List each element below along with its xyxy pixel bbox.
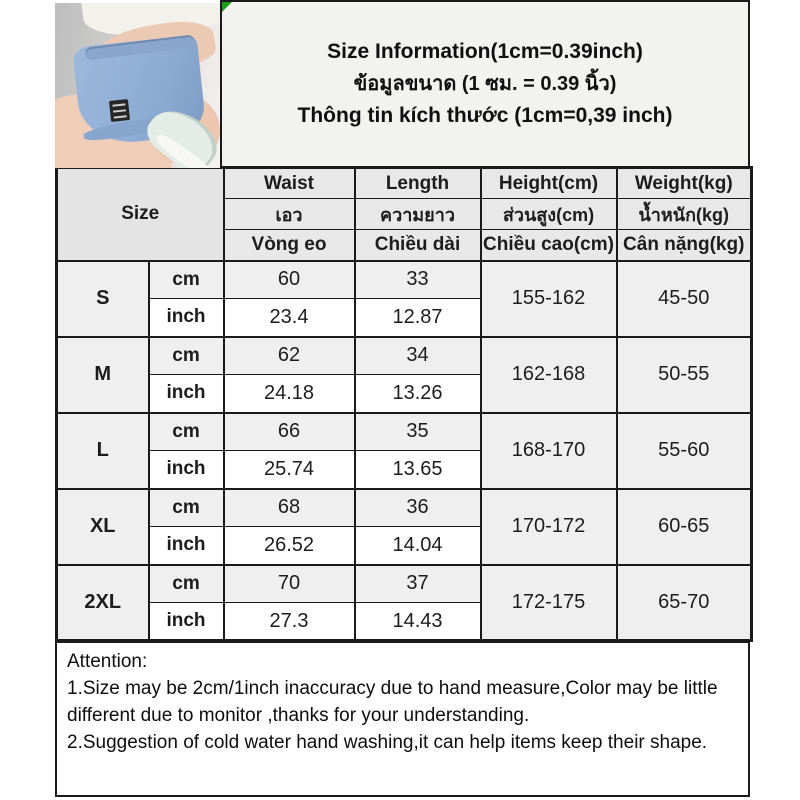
cell-m-waist-inch: 24.18: [224, 375, 355, 413]
size-label-xl: XL: [57, 489, 149, 565]
unit-label-inch: inch: [149, 527, 224, 565]
cell-m-waist-cm: 62: [224, 337, 355, 375]
cell-xl-height: 170-172: [481, 489, 617, 565]
table-row-l-cm: [57, 413, 752, 451]
table-row-2xl-cm: [57, 565, 752, 603]
product-photo: [55, 3, 220, 168]
col-header-waist-vi: Vòng eo: [224, 230, 355, 261]
size-label-2xl: 2XL: [57, 565, 149, 641]
cell-l-length-cm: 35: [355, 413, 481, 451]
size-label-s: S: [57, 261, 149, 337]
col-header-weight-vi: Cân nặng(kg): [617, 230, 752, 261]
title-thai: ข้อมูลขนาด (1 ซม. = 0.39 นิ้ว): [353, 72, 617, 95]
size-label-m: M: [57, 337, 149, 413]
attention-box: [55, 641, 750, 797]
cell-xl-length-cm: 36: [355, 489, 481, 527]
cell-l-height: 168-170: [481, 413, 617, 489]
unit-label-cm: cm: [149, 337, 224, 375]
cell-xl-waist-cm: 68: [224, 489, 355, 527]
unit-label-inch: inch: [149, 451, 224, 489]
cell-2xl-waist-inch: 27.3: [224, 603, 355, 641]
cell-xl-weight: 60-65: [617, 489, 752, 565]
cell-m-length-cm: 34: [355, 337, 481, 375]
cell-2xl-waist-cm: 70: [224, 565, 355, 603]
unit-label-inch: inch: [149, 603, 224, 641]
size-label-l: L: [57, 413, 149, 489]
cell-m-weight: 50-55: [617, 337, 752, 413]
col-header-height: Height(cm): [481, 168, 617, 199]
cell-xl-waist-inch: 26.52: [224, 527, 355, 565]
cell-2xl-length-cm: 37: [355, 565, 481, 603]
title-box: [220, 0, 750, 168]
unit-label-cm: cm: [149, 489, 224, 527]
cell-s-weight: 45-50: [617, 261, 752, 337]
cell-m-length-inch: 13.26: [355, 375, 481, 413]
cell-2xl-length-inch: 14.43: [355, 603, 481, 641]
unit-label-cm: cm: [149, 261, 224, 299]
size-table: [55, 166, 753, 642]
cell-s-waist-inch: 23.4: [224, 299, 355, 337]
photo-brand-label: [109, 99, 130, 122]
cell-l-waist-cm: 66: [224, 413, 355, 451]
header-row-english: [57, 168, 752, 199]
cell-s-length-inch: 12.87: [355, 299, 481, 337]
col-header-waist: Waist: [224, 168, 355, 199]
cell-2xl-height: 172-175: [481, 565, 617, 641]
cell-s-height: 155-162: [481, 261, 617, 337]
cell-s-length-cm: 33: [355, 261, 481, 299]
table-row-xl-cm: [57, 489, 752, 527]
cell-2xl-weight: 65-70: [617, 565, 752, 641]
col-header-height-vi: Chiều cao(cm): [481, 230, 617, 261]
attention-heading: Attention:: [67, 651, 148, 672]
cell-m-height: 162-168: [481, 337, 617, 413]
col-header-length-th: ความยาว: [355, 199, 481, 230]
attention-note-1: 1.Size may be 2cm/1inch inaccuracy due to hand measure,Color may be little different due to monitor ,thanks for your understanding.: [67, 677, 718, 726]
unit-label-cm: cm: [149, 413, 224, 451]
cell-xl-length-inch: 14.04: [355, 527, 481, 565]
col-header-length: Length: [355, 168, 481, 199]
table-row-s-cm: [57, 261, 752, 299]
title-vietnamese: Thông tin kích thước (1cm=0,39 inch): [297, 103, 673, 127]
col-header-weight-th: น้ำหนัก(kg): [617, 199, 752, 230]
attention-note-2: 2.Suggestion of cold water hand washing,it can help items keep their shape.: [67, 731, 708, 753]
corner-flag-icon: [222, 2, 232, 12]
title-english: Size Information(1cm=0.39inch): [327, 39, 643, 63]
unit-label-cm: cm: [149, 565, 224, 603]
col-header-weight: Weight(kg): [617, 168, 752, 199]
table-row-m-cm: [57, 337, 752, 375]
col-header-length-vi: Chiều dài: [355, 230, 481, 261]
cell-l-weight: 55-60: [617, 413, 752, 489]
cell-s-waist-cm: 60: [224, 261, 355, 299]
unit-label-inch: inch: [149, 299, 224, 337]
top-section: [55, 0, 750, 168]
unit-label-inch: inch: [149, 375, 224, 413]
col-header-waist-th: เอว: [224, 199, 355, 230]
size-header-cell: Size: [57, 168, 224, 261]
cell-l-waist-inch: 25.74: [224, 451, 355, 489]
col-header-height-th: ส่วนสูง(cm): [481, 199, 617, 230]
cell-l-length-inch: 13.65: [355, 451, 481, 489]
content-area: [55, 0, 750, 797]
